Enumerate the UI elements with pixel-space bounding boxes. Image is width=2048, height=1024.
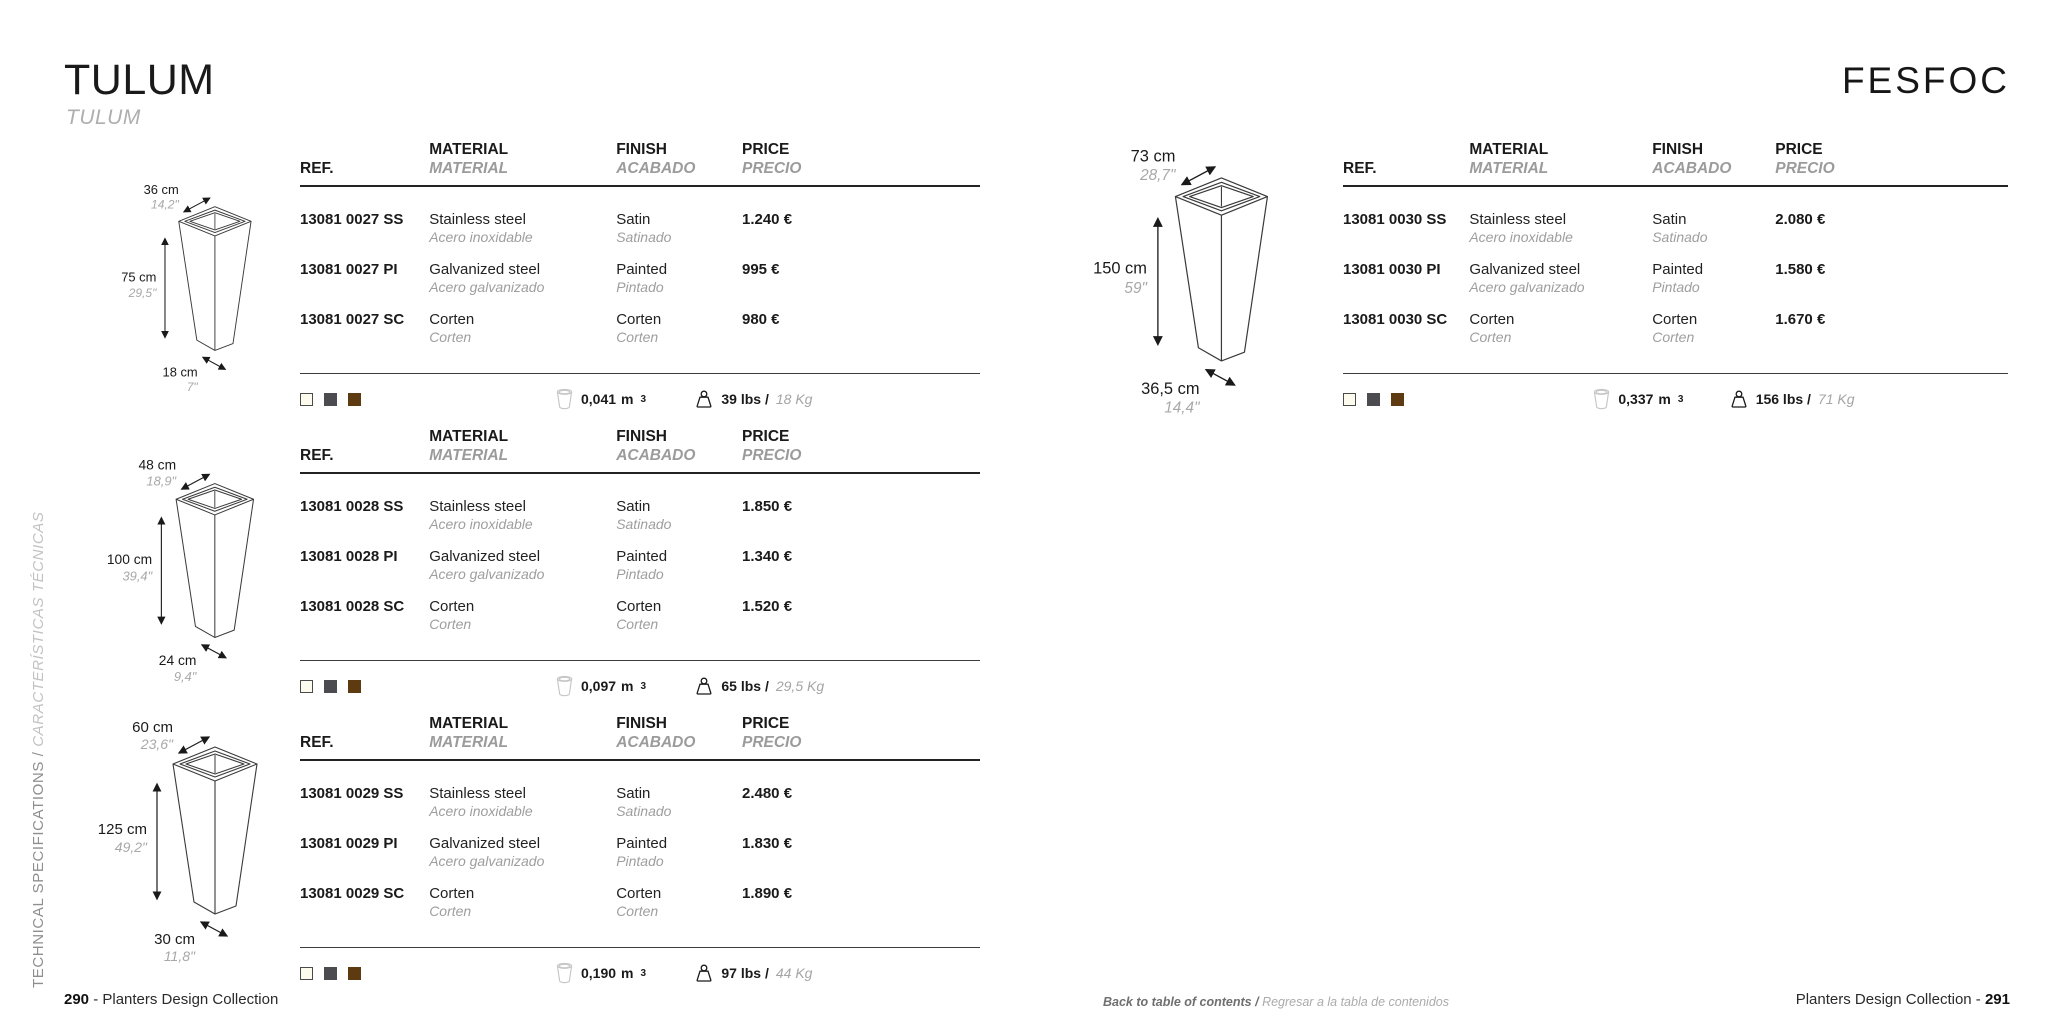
- volume-unit-sup: 3: [1677, 393, 1684, 405]
- cell-price: 2.480 €: [741, 785, 793, 802]
- table-body: [1343, 187, 2008, 345]
- cell-ref: 13081 0027 SC: [300, 311, 405, 328]
- col-finish-es: ACABADO: [616, 160, 696, 177]
- weight-info: [694, 677, 980, 696]
- cell-material-en: Stainless steel: [429, 211, 526, 228]
- col-material-en: MATERIAL: [1469, 141, 1549, 158]
- volume-info: [555, 387, 694, 411]
- planter-diagram-svg: [95, 455, 307, 684]
- volume-unit-sup: 3: [640, 393, 647, 405]
- cell-material-es: Corten: [429, 903, 472, 919]
- cell-material-en: Galvanized steel: [429, 548, 541, 565]
- swatch-gray: [324, 680, 337, 693]
- table-footer: [1343, 373, 2008, 411]
- swatch-gray: [1367, 393, 1380, 406]
- volume-cup-icon: [555, 674, 574, 698]
- col-finish-es: ACABADO: [616, 447, 696, 464]
- cell-ref: 13081 0030 PI: [1343, 261, 1441, 278]
- cell-finish-es: Pintado: [616, 566, 664, 582]
- col-material-en: MATERIAL: [429, 141, 509, 158]
- dim-height-cm: 150 cm: [1093, 259, 1147, 278]
- table-row: [300, 869, 980, 919]
- volume-info: [555, 961, 694, 985]
- cell-finish-es: Corten: [616, 616, 659, 632]
- volume-value: 0,097: [581, 678, 617, 694]
- cell-finish-es: Satinado: [616, 516, 672, 532]
- col-finish-es: ACABADO: [616, 734, 696, 751]
- col-price-es: PRECIO: [741, 447, 802, 464]
- cell-ref: 13081 0028 SS: [300, 498, 404, 515]
- cell-finish-en: Satin: [616, 211, 651, 228]
- finish-swatches: [300, 393, 555, 406]
- dim-top-in: 23,6": [140, 736, 173, 752]
- planter-drawing: [179, 207, 251, 351]
- swatch-gray: [324, 393, 337, 406]
- table-row: [300, 819, 980, 869]
- table-footer: [300, 947, 980, 985]
- volume-unit: m: [621, 678, 634, 694]
- cell-price: 1.240 €: [741, 211, 793, 228]
- planter-diagram-svg: [85, 716, 315, 964]
- swatch-cream: [300, 393, 313, 406]
- weight-kg: 44 Kg: [775, 965, 813, 981]
- finish-swatches: [300, 680, 555, 693]
- weight-kg: 18 Kg: [775, 391, 813, 407]
- spec-table-2: [300, 427, 980, 698]
- volume-cup-icon: [555, 961, 574, 985]
- finish-swatches: [1343, 393, 1592, 406]
- cell-material-es: Corten: [429, 329, 472, 345]
- cell-material-es: Acero inoxidable: [429, 229, 533, 245]
- col-finish-en: FINISH: [1652, 141, 1704, 158]
- dim-height-in: 49,2": [114, 839, 147, 855]
- cell-material-en: Galvanized steel: [429, 261, 541, 278]
- dim-height-in: 29,5": [128, 286, 157, 301]
- col-price-es: PRECIO: [741, 160, 802, 177]
- swatch-gray: [324, 967, 337, 980]
- col-finish-en: FINISH: [616, 715, 667, 732]
- cell-finish-en: Corten: [616, 598, 662, 615]
- cell-ref: 13081 0027 PI: [300, 261, 398, 278]
- weight-lbs: 39 lbs /: [721, 391, 769, 407]
- cell-material-es: Acero galvanizado: [429, 566, 545, 582]
- swatch-cream: [300, 967, 313, 980]
- dim-base-cm: 24 cm: [158, 652, 197, 669]
- table-header: [300, 427, 980, 474]
- finish-swatches: [300, 967, 555, 980]
- left-column: [95, 140, 980, 1001]
- swatch-brown: [348, 680, 361, 693]
- planter-diagram-1: [95, 140, 300, 411]
- weight-icon: [694, 964, 714, 983]
- dim-top-in: 18,9": [146, 473, 177, 489]
- cell-material-es: Corten: [1469, 329, 1512, 345]
- cell-material-en: Corten: [429, 885, 475, 902]
- volume-value: 0,190: [581, 965, 617, 981]
- cell-ref: 13081 0027 SS: [300, 211, 404, 228]
- cell-price: 1.850 €: [741, 498, 793, 515]
- cell-price: 980 €: [741, 311, 780, 328]
- col-finish-en: FINISH: [616, 141, 667, 158]
- col-ref: REF.: [300, 734, 334, 751]
- spec-table-1: [300, 140, 980, 411]
- cell-price: 995 €: [741, 261, 780, 278]
- cell-finish-en: Corten: [616, 885, 662, 902]
- planter-diagram-svg: [103, 180, 301, 393]
- dim-base-in: 14,4": [1164, 399, 1200, 417]
- cell-finish-es: Satinado: [616, 803, 672, 819]
- cell-price: 2.080 €: [1775, 211, 1826, 228]
- sidebar-label-es: CARACTERÍSTICAS TÉCNICAS: [30, 511, 47, 747]
- footer-page-right: [1796, 991, 2010, 1008]
- cell-finish-es: Satinado: [1652, 229, 1708, 245]
- dim-height-cm: 75 cm: [121, 269, 157, 285]
- planter-diagram-4: [1075, 140, 1343, 416]
- page-title: TULUM: [64, 56, 215, 104]
- volume-cup-icon: [1592, 387, 1611, 411]
- cell-material-en: Corten: [429, 311, 475, 328]
- cell-material-en: Stainless steel: [429, 785, 526, 802]
- cell-price: 1.830 €: [741, 835, 793, 852]
- col-ref: REF.: [300, 447, 334, 464]
- weight-lbs: 156 lbs /: [1755, 391, 1811, 407]
- col-price-es: PRECIO: [741, 734, 802, 751]
- cell-finish-es: Pintado: [1652, 279, 1700, 295]
- col-price-en: PRICE: [741, 428, 790, 445]
- table-body: [300, 187, 980, 345]
- product-section-1: [95, 140, 980, 411]
- volume-info: [555, 674, 694, 698]
- volume-unit: m: [1658, 391, 1671, 407]
- dim-base-cm: 18 cm: [162, 364, 198, 380]
- footer-page-left: [64, 991, 278, 1008]
- weight-lbs: 97 lbs /: [721, 965, 769, 981]
- table-row: [300, 295, 980, 345]
- cell-price: 1.520 €: [741, 598, 793, 615]
- page-subtitle: TULUM: [66, 106, 141, 129]
- planter-drawing: [173, 747, 257, 914]
- right-column: [1075, 140, 2008, 432]
- brand-logo: FESFOC: [1841, 60, 2010, 101]
- weight-info: [1729, 390, 2008, 409]
- dim-height-cm: 125 cm: [97, 821, 147, 838]
- table-row: [300, 769, 980, 819]
- cell-finish-en: Satin: [616, 785, 651, 802]
- cell-material-es: Acero inoxidable: [429, 803, 533, 819]
- cell-finish-en: Painted: [616, 548, 668, 565]
- planter-drawing: [1175, 178, 1267, 361]
- weight-info: [694, 964, 980, 983]
- dim-base-in: 7": [186, 379, 198, 394]
- cell-finish-es: Corten: [1652, 329, 1695, 345]
- cell-ref: 13081 0029 PI: [300, 835, 398, 852]
- footer-right-text: Planters Design Collection -: [1795, 991, 1985, 1008]
- cell-material-es: Acero galvanizado: [429, 853, 545, 869]
- footer-left-text: - Planters Design Collection: [89, 991, 279, 1008]
- table-row: [300, 482, 980, 532]
- volume-unit-sup: 3: [640, 680, 647, 692]
- col-material-en: MATERIAL: [429, 715, 509, 732]
- volume-unit: m: [621, 391, 634, 407]
- dim-height-in: 59": [1124, 280, 1147, 298]
- dim-top-cm: 48 cm: [138, 456, 177, 473]
- table-body: [300, 761, 980, 919]
- cell-material-es: Acero galvanizado: [1469, 279, 1585, 295]
- table-row: [1343, 295, 2008, 345]
- cell-material-en: Galvanized steel: [1469, 261, 1581, 278]
- dim-height-in: 39,4": [122, 568, 153, 584]
- cell-material-en: Corten: [429, 598, 475, 615]
- col-price-en: PRICE: [1775, 141, 1823, 158]
- swatch-brown: [348, 967, 361, 980]
- dim-base-cm: 30 cm: [154, 931, 195, 948]
- product-section-4: [1075, 140, 2008, 416]
- cell-finish-es: Pintado: [616, 279, 664, 295]
- col-ref: REF.: [300, 160, 334, 177]
- table-row: [1343, 195, 2008, 245]
- dim-height-cm: 100 cm: [106, 550, 153, 567]
- dim-base-in: 9,4": [173, 668, 197, 684]
- cell-finish-en: Corten: [1652, 311, 1698, 328]
- cell-material-es: Acero inoxidable: [429, 516, 533, 532]
- table-header: [300, 714, 980, 761]
- dim-top-cm: 60 cm: [132, 719, 173, 736]
- weight-kg: 71 Kg: [1817, 391, 1855, 407]
- col-price-es: PRECIO: [1775, 160, 1835, 177]
- dim-top-in: 28,7": [1140, 167, 1176, 185]
- cell-ref: 13081 0028 PI: [300, 548, 398, 565]
- cell-ref: 13081 0030 SS: [1343, 211, 1447, 228]
- col-material-es: MATERIAL: [429, 447, 509, 464]
- dim-top-cm: 73 cm: [1130, 147, 1176, 166]
- spec-table-3: [300, 714, 980, 985]
- col-price-en: PRICE: [741, 715, 790, 732]
- col-material-es: MATERIAL: [1469, 160, 1549, 177]
- cell-finish-es: Corten: [616, 903, 659, 919]
- table-header: [300, 140, 980, 187]
- cell-price: 1.670 €: [1775, 311, 1826, 328]
- page-number-right: 291: [1984, 991, 2010, 1008]
- weight-icon: [694, 677, 714, 696]
- weight-lbs: 65 lbs /: [721, 678, 769, 694]
- spec-table-4: [1343, 140, 2008, 416]
- col-finish-es: ACABADO: [1652, 160, 1732, 177]
- dim-base-in: 11,8": [163, 948, 195, 964]
- sidebar-vertical-label: [30, 512, 47, 989]
- volume-unit: m: [621, 965, 634, 981]
- cell-price: 1.340 €: [741, 548, 793, 565]
- cell-price: 1.890 €: [741, 885, 793, 902]
- cell-finish-en: Satin: [616, 498, 651, 515]
- back-to-contents-en: Back to table of contents /: [1103, 995, 1263, 1009]
- cell-material-en: Corten: [1469, 311, 1515, 328]
- page-number-left: 290: [64, 991, 90, 1008]
- cell-finish-es: Corten: [616, 329, 659, 345]
- cell-finish-en: Painted: [1652, 261, 1704, 278]
- cell-finish-es: Pintado: [616, 853, 664, 869]
- dim-base-cm: 36,5 cm: [1141, 379, 1200, 398]
- col-price-en: PRICE: [741, 141, 790, 158]
- cell-material-es: Corten: [429, 616, 472, 632]
- cell-ref: 13081 0028 SC: [300, 598, 405, 615]
- cell-finish-en: Satin: [1652, 211, 1687, 228]
- volume-value: 0,041: [581, 391, 617, 407]
- table-row: [1343, 245, 2008, 295]
- back-to-contents-link[interactable]: [1103, 995, 1449, 1009]
- cell-material-en: Galvanized steel: [429, 835, 541, 852]
- weight-kg: 29,5 Kg: [775, 678, 825, 694]
- table-row: [300, 195, 980, 245]
- cell-finish-en: Painted: [616, 261, 668, 278]
- table-row: [300, 245, 980, 295]
- table-header: [1343, 140, 2008, 187]
- table-row: [300, 532, 980, 582]
- volume-unit-sup: 3: [640, 967, 647, 979]
- cell-material-es: Acero inoxidable: [1469, 229, 1573, 245]
- volume-cup-icon: [555, 387, 574, 411]
- cell-material-es: Acero galvanizado: [429, 279, 545, 295]
- back-to-contents-es: Regresar a la tabla de contenidos: [1262, 995, 1449, 1009]
- col-ref: REF.: [1343, 160, 1377, 177]
- dim-top-cm: 36 cm: [143, 181, 179, 197]
- product-section-3: [95, 714, 980, 985]
- swatch-brown: [348, 393, 361, 406]
- cell-ref: 13081 0030 SC: [1343, 311, 1448, 328]
- planter-diagram-3: [95, 714, 300, 985]
- cell-finish-es: Satinado: [616, 229, 672, 245]
- product-section-2: [95, 427, 980, 698]
- table-row: [300, 582, 980, 632]
- table-footer: [300, 373, 980, 411]
- weight-icon: [694, 390, 714, 409]
- swatch-brown: [1391, 393, 1404, 406]
- volume-value: 0,337: [1618, 391, 1654, 407]
- table-footer: [300, 660, 980, 698]
- cell-material-en: Stainless steel: [429, 498, 526, 515]
- cell-finish-en: Painted: [616, 835, 668, 852]
- col-material-es: MATERIAL: [429, 160, 509, 177]
- cell-price: 1.580 €: [1775, 261, 1826, 278]
- planter-diagram-svg: [1079, 144, 1331, 416]
- cell-finish-en: Corten: [616, 311, 662, 328]
- swatch-cream: [1343, 393, 1356, 406]
- volume-info: [1592, 387, 1728, 411]
- cell-material-en: Stainless steel: [1469, 211, 1567, 228]
- dim-top-in: 14,2": [151, 197, 179, 212]
- col-material-es: MATERIAL: [429, 734, 509, 751]
- sidebar-label-en: TECHNICAL SPECIFICATIONS /: [30, 746, 47, 988]
- cell-ref: 13081 0029 SS: [300, 785, 404, 802]
- col-material-en: MATERIAL: [429, 428, 509, 445]
- table-body: [300, 474, 980, 632]
- planter-drawing: [176, 484, 253, 638]
- weight-icon: [1729, 390, 1749, 409]
- planter-diagram-2: [95, 427, 300, 698]
- weight-info: [694, 390, 980, 409]
- col-finish-en: FINISH: [616, 428, 667, 445]
- cell-ref: 13081 0029 SC: [300, 885, 405, 902]
